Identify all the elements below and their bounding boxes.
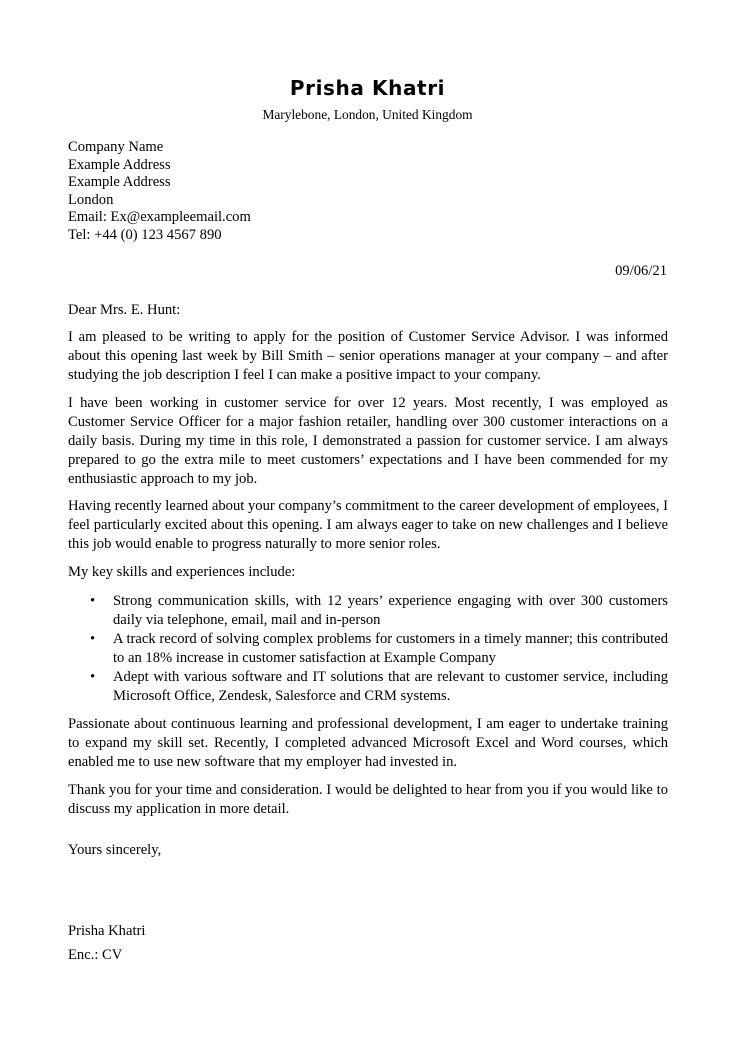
bullet-icon: • — [90, 631, 96, 647]
bullet-icon: • — [90, 593, 96, 609]
recipient-phone: Tel: +44 (0) 123 4567 890 — [68, 226, 222, 243]
recipient-city: London — [68, 191, 114, 208]
body-paragraph: Passionate about continuous learning and professional development, I am eager to undertake training to expand my skill set. Recently, I completed advanced Microsoft Excel and Word courses, which enabled me to use new software that my employer had invested in. — [68, 716, 668, 770]
list-item-text: Strong communication skills, with 12 years’ experience engaging with over 300 customers daily via telephone, email, mail and in-person — [113, 593, 668, 628]
closing: Yours sincerely, — [68, 842, 162, 858]
sender-location: Marylebone, London, United Kingdom — [262, 107, 473, 122]
bullet-icon: • — [90, 669, 96, 685]
recipient-email: Email: Ex@exampleemail.com — [68, 209, 251, 225]
body-paragraph: Having recently learned about your company’s commitment to the career development of employees, I feel particularly excited about this opening. I am always eager to take on new challenges and I believe this job would enable to progress naturally to more senior roles. — [68, 498, 668, 552]
enclosure-note: Enc.: CV — [68, 947, 123, 963]
list-item-text: A track record of solving complex problems for customers in a timely manner; this contributed to an 18% increase in customer satisfaction at Example Company — [113, 631, 668, 666]
signature-name: Prisha Khatri — [68, 923, 146, 939]
salutation: Dear Mrs. E. Hunt: — [68, 302, 181, 318]
body-paragraph: I am pleased to be writing to apply for the position of Customer Service Advisor. I was informed about this opening last week by Bill Smith – senior operations manager at your company – and after studying the job description I feel I can make a positive impact to your company. — [68, 329, 668, 383]
list-item — [68, 630, 668, 668]
body-paragraph: I have been working in customer service for over 12 years. Most recently, I was employed as Customer Service Officer for a major fashion retailer, handling over 300 customer interactions on a daily basis. During my time in this role, I demonstrated a passion for customer service. I am always prepared to go the extra mile to meet customers’ expectations and I have been commended for my enthusiastic approach to my job. — [68, 395, 668, 487]
recipient-company: Company Name — [68, 139, 164, 155]
skills-list — [68, 592, 668, 706]
letter-date: 09/06/21 — [615, 263, 667, 279]
sender-name: Prisha Khatri — [289, 76, 446, 100]
recipient-address-line: Example Address — [68, 156, 171, 173]
list-item-text: Adept with various software and IT solutions that are relevant to customer service, including Microsoft Office, Zendesk, Salesforce and CRM systems. — [113, 669, 668, 704]
skills-intro: My key skills and experiences include: — [68, 564, 296, 580]
list-item — [68, 668, 668, 706]
recipient-address-block — [68, 139, 468, 244]
recipient-address-line: Example Address — [68, 174, 171, 190]
list-item — [68, 592, 668, 630]
body-paragraph: Thank you for your time and consideration. I would be delighted to hear from you if you would like to discuss my application in more detail. — [68, 782, 668, 817]
